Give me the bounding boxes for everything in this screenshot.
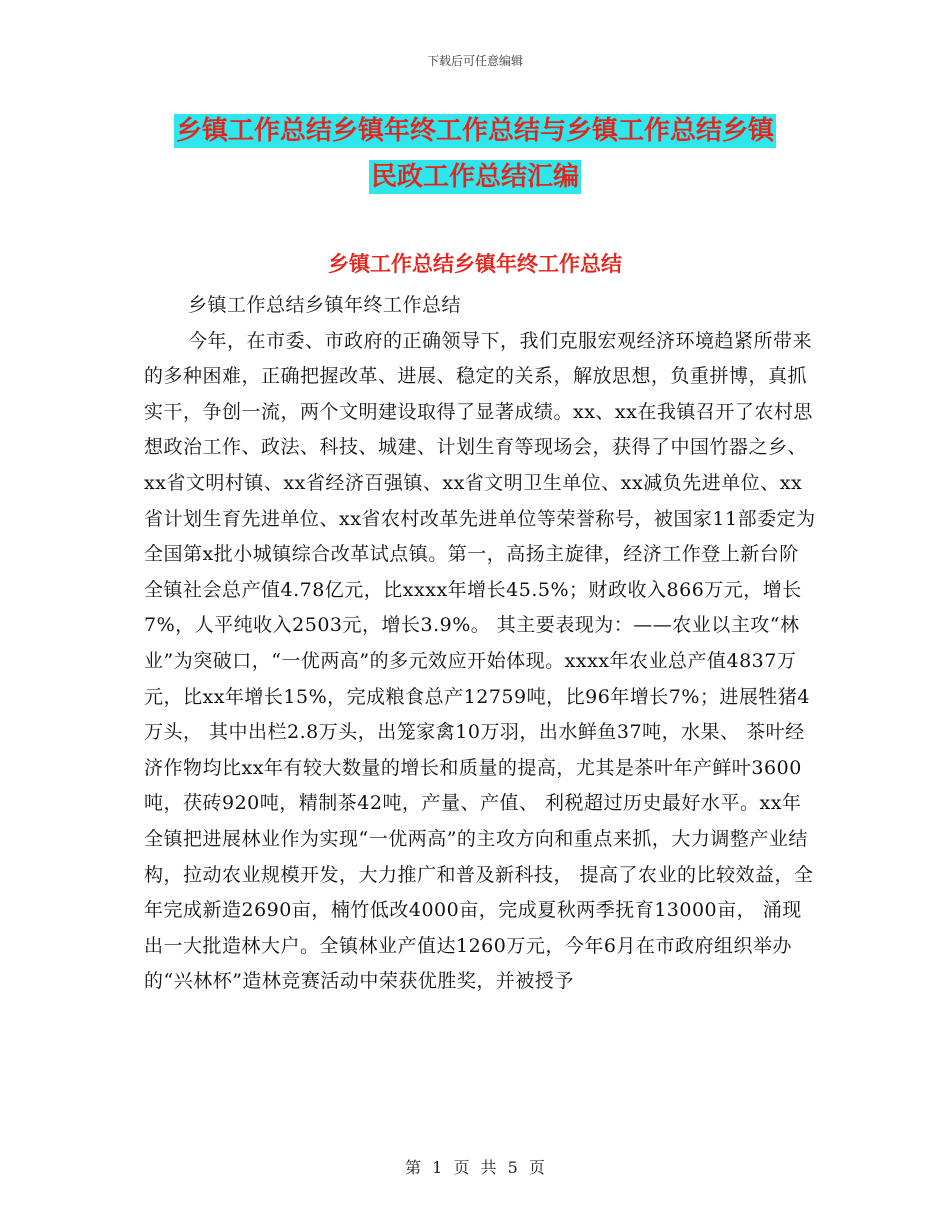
- section-title: 乡镇工作总结乡镇年终工作总结: [328, 252, 622, 276]
- paragraph-body: 今年，在市委、市政府的正确领导下，我们克服宏观经济环境趋紧所带来的多种困难，正确把握改革、进展、稳定的关系，解放思想，负重拼博，真抓实干，争创一流，两个文明建设取得了显著成绩。xx、xx在我镇召开了农村思想政治工作、政法、科技、城建、计划生育等现场会，获得了中国竹器之乡、xx省文明村镇、xx省经济百强镇、xx省文明卫生单位、xx减负先进单位、xx省计划生育先进单位、xx省农村改革先进单位等荣誉称号，被国家11部委定为全国第x批小城镇综合改革试点镇。第一，高扬主旋律，经济工作登上新台阶全镇社会总产值4.78亿元，比xxxx年增长45.5%；财政收入866万元，增长7%，人平纯收入2503元，增长3.9%。 其主要表现为：——农业以主攻“林业”为突破口，“一优两高”的多元效应开始体现。xxxx年农业总产值4837万元，比xx年增长15%，完成粮食总产12759吨，比96年增长7%；进展牲猪4万头， 其中出栏2.8万头，出笼家禽10万羽，出水鲜鱼37吨，水果、 茶叶经济作物均比xx年有较大数量的增长和质量的提高，尤其是茶叶年产鲜叶3600吨，茯砖920吨，精制茶42吨，产量、产值、 利税超过历史最好水平。xx年全镇把进展林业作为实现“一优两高”的主攻方向和重点来抓，大力调整产业结构，拉动农业规模开发，大力推广和普及新科技， 提高了农业的比较效益，全年完成新造2690亩，楠竹低改4000亩，完成夏秋两季抚育13000亩， 涌现出一大批造林大户。全镇林业产值达1260万元，今年6月在市政府组织举办的“兴林杯”造林竞赛活动中荣获优胜奖，并被授予: [144, 329, 816, 993]
- paragraph-heading: 乡镇工作总结乡镇年终工作总结: [188, 294, 462, 316]
- main-title-line-2: 民政工作总结汇编: [370, 162, 579, 192]
- header-note: 下载后可任意编辑: [426, 54, 523, 68]
- page-footer: 第 1 页 共 5 页: [405, 1158, 545, 1177]
- body-text: [144, 288, 816, 1000]
- main-title-line-1: 乡镇工作总结乡镇年终工作总结与乡镇工作总结乡镇: [175, 116, 774, 146]
- document-main-title: [0, 108, 950, 200]
